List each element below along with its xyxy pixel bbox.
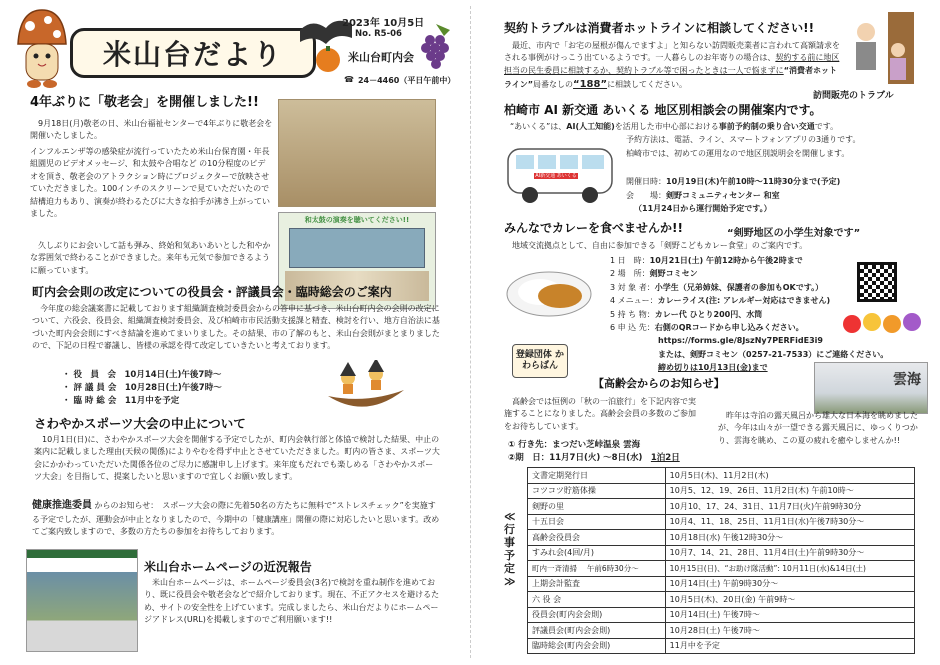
hotel-sign: 雲海	[893, 372, 921, 388]
keiyaku-heading: 契約トラブルは消費者ホットラインに相談してください!!	[504, 21, 815, 35]
schedule-row: 六 役 会 10月5日(木)、20日(金) 午前9時～	[528, 592, 915, 608]
publisher-name: 米山台町内会	[348, 51, 414, 64]
aikuru-paragraph-3: 柏崎市では、初めての運用なので地区別説明会を開催します。	[626, 149, 850, 158]
aikuru-date-line: 開催日時：10月19日(木)午前10時～11時30分まで(予定)	[626, 177, 841, 186]
kaisoku-item: ・ 臨 時 総 会 11月中を予定	[62, 396, 180, 406]
kaisoku-schedule-list	[62, 369, 302, 408]
schedule-row: コツコツ貯筋体操 10月5、12、19、26日、11月2日(木) 午前10時～	[528, 483, 915, 499]
curry-detail-row: 3 対 象 者：小学生（兄弟姉妹、保護者の参加もOKです。）	[610, 282, 824, 292]
sports-paragraph: 10月1日(日)に、さわやかスポーツ大会を開催する予定でしたが、町内会執行部と体協で検討した結果、中止の案内に記載しました理由(天候の関係)によりやむを得ず中止とさせていただきました。町内の皆さま、スポーツ大会にかかわっていただいた関係各位のご尽力に感謝申し上げます。来年度もだれでも楽しめる「さわやかスポーツ大会」を目指して、提案したいと思いますので宜しくお願い致します。	[34, 435, 440, 482]
curry-plate-icon	[504, 262, 594, 320]
hotel-photo	[814, 362, 928, 414]
aikuru-paragraph-1: “あいくる”は、AI(人工知能)を活用した市中心部における事前予約制の乗り合い交通です。	[510, 122, 839, 131]
schedule-table	[527, 467, 915, 654]
photo-caption: 和太鼓の演奏を聴いてください!!	[304, 216, 410, 224]
newsletter-title: 米山台だより	[102, 38, 283, 71]
kenkou-text: からのお知らせ： スポーツ大会の際に先着50名の方たちに無料で“ストレスチェック”を実施する予定でしたが、運動会が中止となりましたので、今期中の「健康講座」開催の際に対応したいと思います。改めてご案内致しますので、多数の方たちの参加をお待ちしております。	[32, 501, 440, 536]
kaisoku-item: ・ 評 議 員 会 10月28日(土)午後7時～	[62, 383, 222, 393]
title-banner	[70, 28, 316, 78]
curry-intro: 地域交流拠点として、自由に参加できる「剣野こどもカレー食堂」のご案内です。	[512, 241, 808, 250]
curry-detail-row: 4 メニュー：カレーライス(注: アレルギー対応はできません)	[610, 296, 831, 306]
schedule-row: 役員会(町内会会則) 10月14日(土) 午後7時～	[528, 607, 915, 623]
homepage-screenshot	[26, 549, 138, 652]
koureikai-period: ②期 日：11月7日(火) ～8日(水) 1泊2日	[508, 453, 680, 463]
schedule-row: 剣野の里 10月10、17、24、31日、11月7日(火)午前9時30分	[528, 499, 915, 515]
keirou-heading: 4年ぶりに「敬老会」を開催しました!!	[30, 95, 259, 110]
kaisoku-heading: 町内会会則の改定についての役員会・評議員会・臨時総会のご案内	[32, 285, 392, 299]
keiyaku-paragraph: 最近、市内で「お宅の屋根が傷んでますよ」と知らない訪問販売業者に言われて高額請求をされる事例がけっこう出ているようです。一人暮らしのお年寄りの場合は、契約する前に地区担当の民生委員に相談するか、契約トラブル等で困ったときは一人で悩まずに“消費者ホットライン”局番なしの“188”に相談してください。	[504, 41, 840, 91]
curry-heading: みんなでカレーを食べませんか!!	[504, 221, 683, 235]
koureikai-paragraph: 高齢会では恒例の「秋の一泊旅行」を下記内容で実施することになりました。高齢会会員の多数のご参加をお待ちしています。	[504, 397, 696, 431]
curry-form-link[interactable]: https://forms.gle/8JszNy7PERFidE3i9	[658, 336, 823, 345]
curry-subheading: “剣野地区の小学生対象です”	[727, 228, 861, 239]
qr-code-icon[interactable]	[857, 262, 897, 302]
curry-detail-row: 1 日 時：10月21日(土) 午前12時から午後2時まで	[610, 256, 803, 265]
mushroom-mascot-icon	[14, 6, 70, 90]
keirou-paragraph-2: インフルエンザ等の感染症が流行っていたため米山台保育園・年長組園児のビデオメッセージ、和太鼓や合唱など の10分程度のビデオを頂き、敬老会のアトラクション時にプロジェクターで放映させていただきました。100インチのスクリーンで見ていただいたので結構迫力もあり、演奏が終わるたびに大きな拍手が沸き上がっていました。	[30, 147, 270, 218]
bus-sign: AI新交通 あいくる	[535, 173, 577, 179]
door-salesman-illustration	[848, 10, 916, 86]
kenkou-notice	[32, 498, 440, 538]
bus-illustration	[504, 137, 618, 207]
schedule-label: ≪行事予定≫	[504, 510, 516, 588]
phone-icon: ☎	[344, 75, 354, 84]
kenkou-label: 健康推進委員	[32, 500, 92, 511]
schedule-row: 高齢会役員会 10月18日(水) 午後12時30分～	[528, 530, 915, 546]
fruit-characters-icon	[842, 304, 930, 338]
schedule-row: 町内一斉清掃 午前6時30分～ 10月15日(日)、“お助け隊活動”: 10月11日(水)&14日(土)	[528, 561, 915, 577]
issue-date: 2023年 10月5日	[342, 18, 425, 29]
curry-tel: または、剣野コミセン（0257-21-7533）にご連絡ください。	[658, 350, 889, 359]
keirou-paragraph-3: 久しぶりにお会いして話も弾み、終始和気あいあいとした和やかな雰囲気で終わることができました。来年も元気で参加できるように願っています。	[30, 241, 271, 275]
curry-detail-row: 5 持 ち 物：カレー代 ひとり200円、水筒	[610, 309, 763, 319]
schedule-row: 臨時総会(町内会会則) 11月中を予定	[528, 638, 915, 654]
column-divider	[470, 6, 471, 658]
grape-decoration-icon	[416, 22, 456, 72]
issue-number: No. R5-06	[355, 29, 402, 39]
koureikai-heading: 【高齢会からのお知らせ】	[593, 377, 725, 390]
kaisoku-item: ・ 役 員 会 10月14日(土)午後7時～	[62, 370, 222, 380]
keirou-paragraph-1: 9月18日(月)敬老の日、米山台福祉センターで4年ぶりに敬老会を開催いたしました。	[30, 119, 273, 141]
sports-heading: さわやかスポーツ大会の中止について	[34, 416, 246, 431]
curry-deadline: 締め切りは10月13日(金)まで	[658, 363, 768, 372]
aikuru-paragraph-2: 予約方法は、電話、ライン、スマートフォンアプリの3通りです。	[626, 135, 861, 144]
phone-number: 24－4460（平日午前中）	[357, 76, 456, 85]
curry-details	[610, 254, 880, 334]
boat-illustration-icon	[326, 360, 406, 415]
schedule-row: すみれ会(4回/月) 10月7、14、21、28日、11月4日(土)午前9時30分～	[528, 545, 915, 561]
koureikai-right-text: 昨年は寺泊の露天風呂から雄大な日本海を眺めましたが、今年は山々が一望できる露天風呂に、ゆっくりつかり、雲海を眺め、この夏の疲れを癒やしませんか!!	[718, 411, 918, 445]
homepage-heading: 米山台ホームページの近況報告	[144, 560, 312, 574]
aikuru-note: （11月24日から運行開始予定です。）	[634, 204, 772, 213]
salesman-caption: 訪問販売のトラブル	[813, 91, 894, 101]
curry-detail-row: 2 場 所：剣野コミセン	[610, 269, 698, 279]
schedule-row: 十五日会 10月4、11、18、25日、11月1日(水)午後7時30分～	[528, 514, 915, 530]
kaisoku-paragraph: 今年度の総会議案書に記載しております組織調査検討委員会からの答申に基づき、米山台町内会の会則の改定について、六役会、役員会、組織調査検討委員会、及び柏崎市市民活動支援課と精査、検討を行い、地方自治法に基づいた町内会会則にすべき結論を進めてまいりました。その結果、市の了解のもと、米山台会則がまとまりましたので、下記の日程で審議し、皆様の承認を得て改定していきたいと考えております。	[32, 304, 440, 351]
homepage-paragraph: 米山台ホームページは、ホームページ委員会(3名)で検討を重ね制作を進めており、既に役員会や敬老会などで紹介しております。現在、不正アクセスを避けるため、サイトの安全性を上げています。完成しましたら、米山台だよりにホームページアドレス(URL)を掲載しますのでご利用願います!!	[144, 578, 440, 625]
schedule-row: 評議員会(町内会会則) 10月28日(土) 午後7時～	[528, 623, 915, 639]
curry-detail-row: 6 申 込 先：右側のQRコードから申し込みください。	[610, 323, 804, 333]
aikuru-heading: 柏崎市 AI 新交通 あいくる 地区別相談会の開催案内です。	[504, 103, 822, 117]
schedule-row: 文書定期発行日 10月5日(木)、11月2日(木)	[528, 468, 915, 484]
koureikai-destination: ① 行き先：まつだい芝峠温泉 雲海	[508, 440, 641, 450]
kawaraban-badge: 登録団体 かわらばん	[512, 344, 568, 378]
aikuru-place-line: 会 場：剣野コミュニティセンター 和室	[626, 191, 780, 200]
schedule-row: 上期会計監査 10月14日(土) 午前9時30分～	[528, 576, 915, 592]
keirou-photo-hall	[278, 99, 436, 207]
